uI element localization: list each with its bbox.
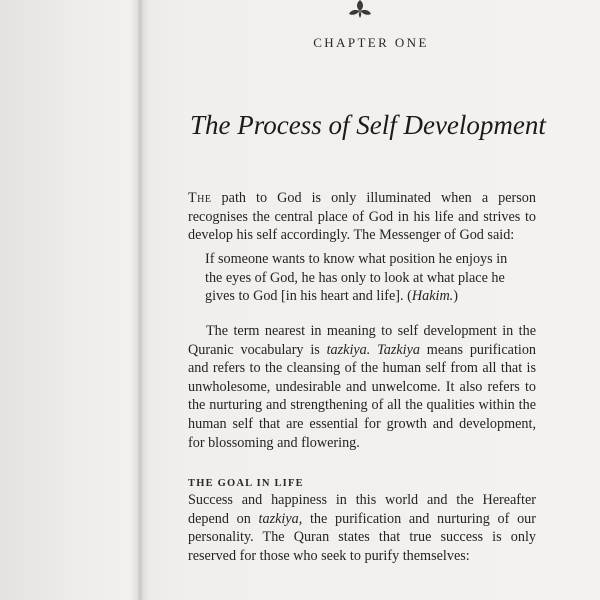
paragraph-3-text-a: Success and happiness in this world and the Hereafter depend on: [188, 492, 536, 527]
quote-close: ): [453, 288, 458, 305]
hadith-quote: [205, 250, 525, 306]
paragraph-2: [188, 322, 536, 452]
leaf-ornament-icon: [349, 0, 371, 18]
paragraph-3-text-b: , the purification and nurturing of our personality. The Quran states that true success is only reserved for those who seek to purify themselves:: [188, 510, 536, 564]
paragraph-3: [188, 491, 536, 565]
term-tazkiya-1: tazkiya.: [326, 341, 371, 358]
paragraph-2-text-b: means purification and refers to the cleansing of the human self from all that is unwholesome, undesirable and unwelcome. It also refers to the nurturing and strengthening of all the qualities within the human self that are essential for growth and development, for blossoming and flowering.: [188, 341, 537, 451]
chapter-label: CHAPTER ONE: [313, 35, 429, 50]
quote-text: If someone wants to know what position he enjoys in the eyes of God, he has only to look at what place he gives to God [in his heart and life]. (: [205, 251, 508, 305]
term-tazkiya-2: Tazkiya: [377, 341, 420, 358]
book-gutter: [130, 0, 150, 600]
chapter-title: The Process of Self Development: [190, 110, 546, 140]
lead-in-words: The: [188, 190, 212, 206]
left-page: [0, 0, 138, 600]
paragraph-2-text-a: The term nearest in meaning to self development in the Quranic vocabulary is: [188, 323, 536, 358]
paragraph-1: [188, 189, 536, 245]
section-heading: THE GOAL IN LIFE: [188, 478, 304, 489]
paragraph-1-text: path to God is only illuminated when a person recognises the central place of God in his life and strives to develop his self accordingly. The Messenger of God said:: [188, 190, 536, 244]
quote-source: Hakim.: [411, 288, 454, 305]
term-tazkiya-3: tazkiya: [258, 510, 299, 527]
